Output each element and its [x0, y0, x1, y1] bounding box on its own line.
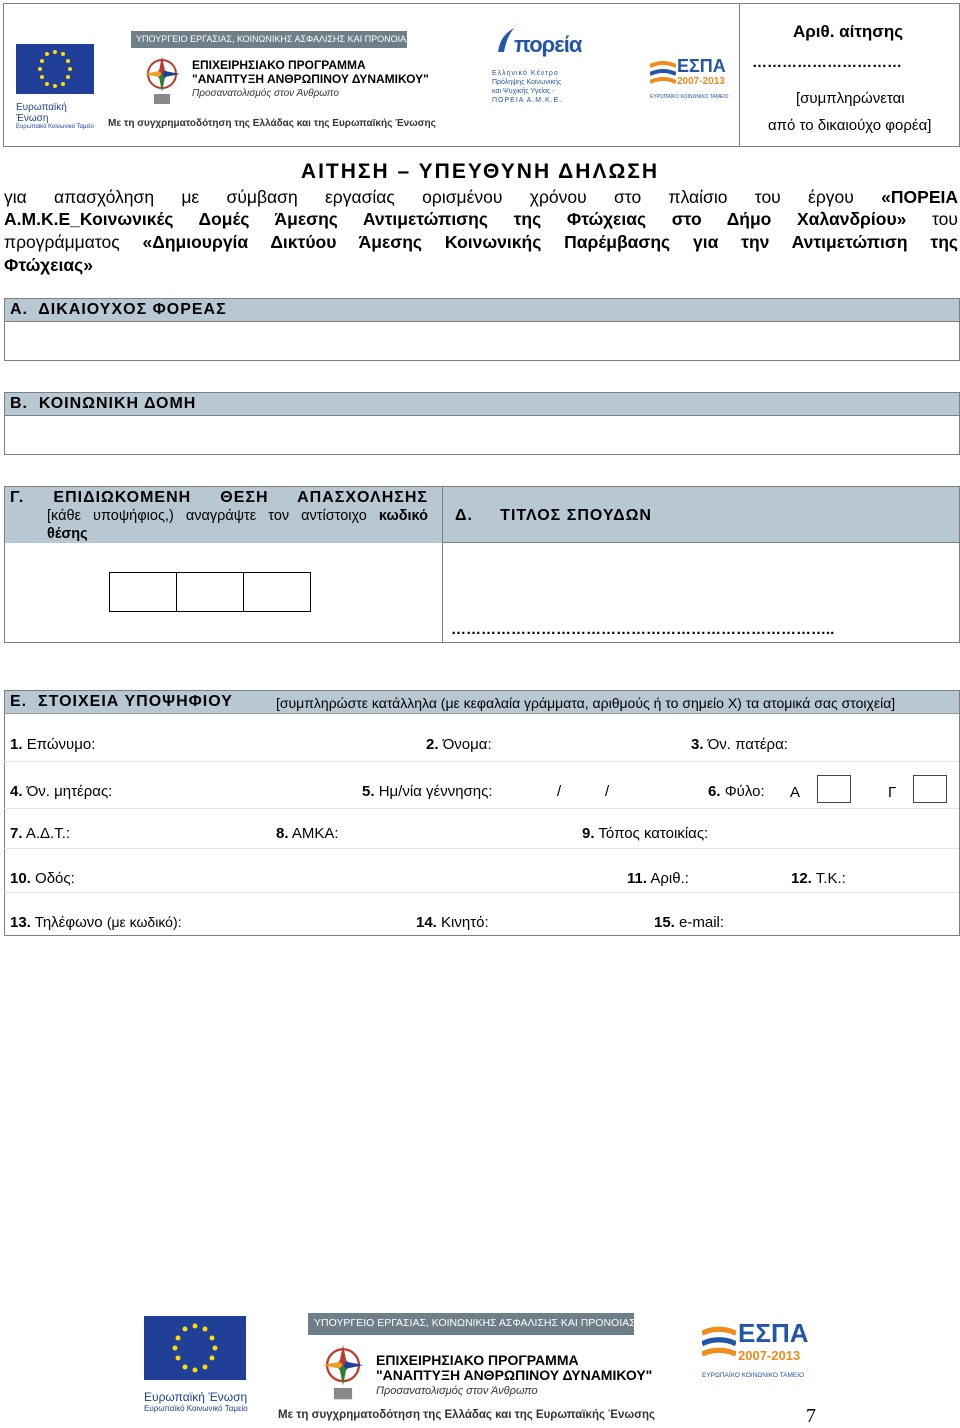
footer-espa-wordmark: ΕΣΠΑ — [738, 1318, 809, 1348]
section-cd-header-line — [443, 542, 959, 543]
field-11-label: Αριθ.: — [650, 870, 689, 887]
intro-line-3-bold: «Δημιουργία Δικτύου Άμεσης Κοινωνικής Παρέμβασης για την Αντιμετώπιση της — [142, 232, 958, 252]
field-15-num: 15. — [654, 914, 675, 931]
gender-male-checkbox[interactable] — [817, 775, 851, 803]
field-amka[interactable] — [276, 825, 339, 842]
field-5-label: Ημ/νία γέννησης: — [378, 783, 493, 800]
field-mobile[interactable] — [416, 914, 489, 931]
section-e-title: Ε. ΣΤΟΙΧΕΙΑ ΥΠΟΨΗΦΙΟΥ — [10, 693, 233, 710]
field-3-label: Όν. πατέρα: — [707, 736, 788, 753]
field-5-num: 5. — [362, 783, 375, 800]
cofinancing-text: Με τη συγχρηματοδότηση της Ελλάδας και της Ευρωπαϊκής Ένωσης — [108, 118, 436, 129]
poreia-figure-icon — [494, 26, 516, 52]
section-c-note-bold: κωδικό — [378, 508, 428, 524]
position-code-cell-1[interactable] — [109, 572, 177, 612]
intro-line-3 — [4, 231, 958, 253]
section-a-field[interactable] — [4, 321, 960, 361]
eu-logo-caption: Ευρωπαϊκή Ένωση — [16, 102, 67, 124]
eu-logo — [16, 44, 94, 130]
footer-espa-years: 2007-2013 — [738, 1348, 801, 1363]
application-number-field[interactable]: ………………………… — [752, 54, 902, 71]
intro-line-2-text: του — [932, 209, 958, 229]
field-7-label: Α.Δ.Τ.: — [25, 825, 71, 842]
intro-line-2-bold: Α.Μ.Κ.Ε_Κοινωνικές Δομές Άμεσης Αντιμετώπισης της Φτώχειας στο Δήμο Χαλανδρίου» — [4, 209, 907, 229]
field-gender — [708, 783, 765, 800]
field-birth-date[interactable] — [362, 783, 493, 800]
page-number: 7 — [806, 1405, 816, 1427]
compass-icon — [140, 52, 184, 113]
gender-female-checkbox[interactable] — [913, 775, 947, 803]
footer-eu-flag-icon — [144, 1316, 246, 1380]
field-8-label: ΑΜΚΑ: — [291, 825, 339, 842]
intro-line-1-bold: «ΠΟΡΕΙΑ — [881, 187, 958, 207]
field-phone[interactable] — [10, 914, 182, 931]
gender-option-female-label: Γ — [888, 784, 897, 801]
field-id-card[interactable] — [10, 825, 70, 842]
field-4-label: Όν. μητέρας: — [26, 783, 113, 800]
field-15-label: e-mail: — [679, 914, 725, 931]
field-residence[interactable] — [582, 825, 708, 842]
field-14-num: 14. — [416, 914, 437, 931]
espa-years: 2007-2013 — [677, 76, 725, 87]
poreia-wordmark: πορεία — [514, 32, 582, 57]
section-c-note-text: [κάθε υποψήφιος,) αναγράψτε τον αντίστοιχο — [47, 508, 367, 524]
espa-tagline: ΕΥΡΩΠΑΪΚΟ ΚΟΙΝΩΝΙΚΟ ΤΑΜΕΙΟ — [650, 94, 729, 100]
section-cd-divider — [442, 487, 443, 642]
field-1-label: Επώνυμο: — [26, 736, 96, 753]
section-e-note: [συμπληρώστε κατάλληλα (με κεφαλαία γράμματα, αριθμούς ή το σημείο Χ) τα ατομικά σας στοιχεία] — [276, 695, 896, 711]
intro-line-2 — [4, 208, 958, 230]
espa-logo — [650, 56, 730, 106]
footer-espa-logo — [702, 1320, 812, 1386]
row-separator — [4, 761, 959, 762]
eu-logo-subcaption: Ευρωπαϊκό Κοινωνικό Ταμείο — [16, 124, 94, 130]
section-b-title: Β. ΚΟΙΝΩΝΙΚΗ ΔΟΜΗ — [10, 395, 197, 412]
field-6-label: Φύλο: — [724, 783, 765, 800]
espa-wordmark: ΕΣΠΑ — [677, 56, 726, 76]
eu-flag-icon — [16, 44, 94, 94]
field-8-num: 8. — [276, 825, 289, 842]
position-code-cell-2[interactable] — [176, 572, 244, 612]
header-divider — [739, 3, 740, 147]
birth-date-sep-2: / — [605, 783, 610, 800]
field-9-num: 9. — [582, 825, 595, 842]
field-street[interactable] — [10, 870, 75, 887]
poreia-text-3: και Ψυχικής Υγείας - — [492, 88, 555, 95]
intro-line-1-text: για απασχόληση με σύμβαση εργασίας ορισμένου χρόνου στο πλαίσιο του έργου — [4, 187, 854, 207]
field-3-num: 3. — [691, 736, 704, 753]
field-6-num: 6. — [708, 783, 721, 800]
section-e-frame — [4, 690, 960, 936]
section-c-note — [47, 508, 428, 524]
footer-espa-stripes-icon — [702, 1324, 736, 1366]
field-12-label: Τ.Κ.: — [815, 870, 846, 887]
field-4-num: 4. — [10, 783, 23, 800]
page-title: ΑΙΤΗΣΗ – ΥΠΕΥΘΥΝΗ ΔΗΛΩΣΗ — [300, 160, 660, 183]
poreia-text-2: Πρόληψης Κοινωνικής — [492, 79, 562, 86]
section-c-note-bold-2: θέσης — [47, 526, 88, 542]
footer-programme-line-3: Προσανατολισμός στον Άνθρωπο — [376, 1385, 538, 1397]
field-10-label: Οδός: — [35, 870, 75, 887]
programme-line-2: "ΑΝΑΠΤΥΞΗ ΑΝΘΡΩΠΙΝΟΥ ΔΥΝΑΜΙΚΟΥ" — [192, 72, 429, 86]
footer-eu-subcaption: Ευρωπαϊκό Κοινωνικό Ταμείο — [144, 1404, 248, 1413]
section-b-field[interactable] — [4, 415, 960, 455]
poreia-text-4: ΠΟΡΕΙΑ Α.Μ.Κ.Ε. — [492, 97, 563, 104]
footer-eu-logo — [144, 1316, 248, 1412]
programme-line-1: ΕΠΙΧΕΙΡΗΣΙΑΚΟ ΠΡΟΓΡΑΜΜΑ — [192, 58, 366, 72]
footer-espa-tagline: ΕΥΡΩΠΑΪΚΟ ΚΟΙΝΩΝΙΚΟ ΤΑΜΕΙΟ — [702, 1372, 805, 1379]
field-postal-code[interactable] — [791, 870, 846, 887]
gender-option-male-label: Α — [790, 784, 801, 801]
intro-line-3-text: προγράμματος — [4, 232, 120, 252]
field-name[interactable] — [426, 736, 492, 753]
row-separator — [4, 892, 959, 893]
field-7-num: 7. — [10, 825, 23, 842]
footer-eu-caption: Ευρωπαϊκή Ένωση — [144, 1390, 248, 1404]
field-email[interactable] — [654, 914, 724, 931]
ministry-label: ΥΠΟΥΡΓΕΙΟ ΕΡΓΑΣΙΑΣ, ΚΟΙΝΩΝΙΚΗΣ ΑΣΦΑΛΙΣΗΣ ΚΑΙ ΠΡΟΝΟΙΑΣ — [136, 34, 412, 44]
field-10-num: 10. — [10, 870, 31, 887]
programme-line-3: Προσανατολισμός στον Άνθρωπο — [192, 88, 339, 99]
degree-title-field[interactable]: ………………………………………………………………….. — [451, 621, 835, 638]
field-1-num: 1. — [10, 736, 23, 753]
footer-compass-icon — [318, 1340, 368, 1409]
section-c-title: Γ. ΕΠΙΔΙΩΚΟΜΕΝΗ ΘΕΣΗ ΑΠΑΣΧΟΛΗΣΗΣ — [10, 489, 428, 506]
intro-line-1 — [4, 186, 958, 208]
footer-programme-line-2: "ΑΝΑΠΤΥΞΗ ΑΝΘΡΩΠΙΝΟΥ ΔΥΝΑΜΙΚΟΥ" — [376, 1367, 653, 1383]
section-a-title: Α. ΔΙΚΑΙΟΥΧΟΣ ΦΟΡΕΑΣ — [10, 301, 227, 318]
application-number-label: Αριθ. αίτησης — [793, 22, 904, 41]
application-number-note-1: [συμπληρώνεται — [796, 90, 905, 107]
field-13-num: 13. — [10, 914, 31, 931]
field-13-note: (με κωδικό): — [106, 914, 182, 930]
footer-cofinancing-text: Με τη συγχρηματοδότηση της Ελλάδας και της Ευρωπαϊκής Ένωσης — [278, 1409, 655, 1421]
field-surname[interactable] — [10, 736, 95, 753]
field-2-label: Όνομα: — [442, 736, 492, 753]
application-number-note-2: από το δικαιούχο φορέα] — [768, 117, 932, 134]
footer-ministry-label: ΥΠΟΥΡΓΕΙΟ ΕΡΓΑΣΙΑΣ, ΚΟΙΝΩΝΙΚΗΣ ΑΣΦΑΛΙΣΗΣ ΚΑΙ ΠΡΟΝΟΙΑΣ — [314, 1317, 636, 1329]
field-father-name[interactable] — [691, 736, 788, 753]
field-13-label: Τηλέφωνο — [34, 914, 103, 931]
field-11-num: 11. — [627, 870, 648, 887]
field-14-label: Κινητό: — [441, 914, 489, 931]
poreia-text-1: Ελληνικό Κέντρο — [492, 70, 559, 77]
espa-stripes-icon — [650, 60, 676, 90]
field-mother-name[interactable] — [10, 783, 112, 800]
row-separator — [4, 848, 959, 849]
row-separator — [4, 808, 959, 809]
intro-line-4: Φτώχειας» — [4, 255, 93, 275]
field-street-number[interactable] — [627, 870, 689, 887]
field-9-label: Τόπος κατοικίας: — [598, 825, 709, 842]
birth-date-sep-1: / — [557, 783, 562, 800]
section-e-header-line — [5, 713, 959, 714]
field-2-num: 2. — [426, 736, 439, 753]
position-code-cell-3[interactable] — [243, 572, 311, 612]
footer-programme-line-1: ΕΠΙΧΕΙΡΗΣΙΑΚΟ ΠΡΟΓΡΑΜΜΑ — [376, 1352, 579, 1368]
poreia-logo — [492, 26, 582, 112]
section-d-title: Δ. ΤΙΤΛΟΣ ΣΠΟΥΔΩΝ — [455, 507, 652, 524]
field-12-num: 12. — [791, 870, 812, 887]
